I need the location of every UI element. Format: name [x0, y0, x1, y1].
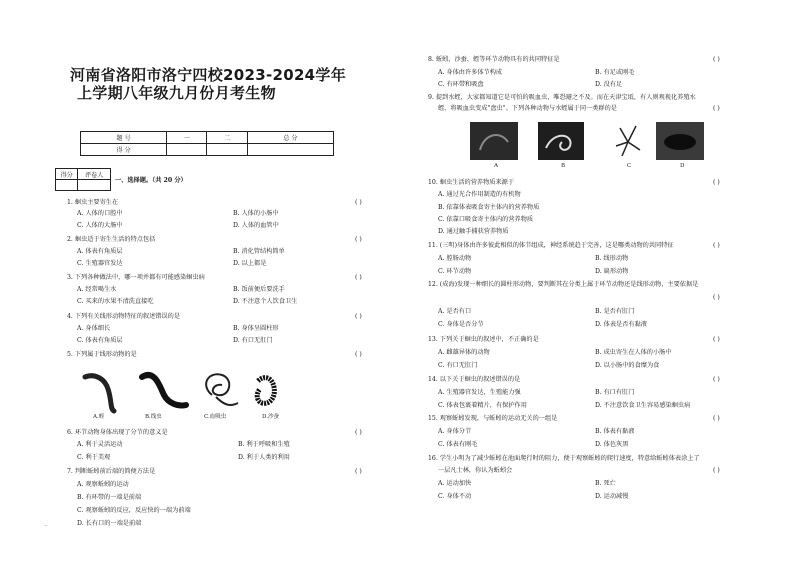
q13-option-a: A. 雌雄异体的动物 [438, 349, 490, 356]
q9-caption-c: C [627, 163, 632, 169]
q10-option-a: A. 通过光合作用制造的有机物 [438, 191, 521, 198]
score-header-label: 题 号 [81, 132, 167, 144]
grader-score-cell [56, 180, 78, 191]
question-7: 7. 判断蚯蚓前后端的简便方法是 [67, 468, 156, 475]
q12-option-c: C. 身体是否分节 [438, 321, 484, 328]
q7-option-d: D. 长有口的一端是前端 [77, 520, 142, 527]
q9-animal-images [470, 120, 710, 162]
grader-name-label: 评卷人 [78, 169, 111, 180]
margin-dot: · [45, 523, 47, 530]
question-12: 12. (成海)发现一种细长的圆柱形动物，要判断其在分类上属于环节动物还是线形动物，主要依据是 [428, 281, 699, 288]
score-cell-2 [207, 144, 247, 156]
q14-option-c: C. 体表包裹着精片，有保护作用 [438, 402, 527, 409]
question-10: 10. 蛔虫生活的营养物质来源于 [428, 179, 515, 186]
question-6: 6. 环节动物身体出现了分节的意义是 [67, 429, 168, 436]
q16-option-c: C. 身体不动 [438, 493, 472, 500]
q10-option-b: B. 依靠体表吸食寄主体内的营养物质 [438, 204, 540, 211]
answer-slot-13: ( ) [713, 336, 720, 343]
q15-option-a: A. 身体分节 [438, 428, 472, 435]
q15-option-b: B. 体表有黏液 [595, 428, 635, 435]
q5-caption-a: A.蛭 [93, 414, 105, 420]
q1-option-d: D. 人体的血管中 [233, 222, 279, 229]
q5-caption-c: C.血吸虫 [204, 414, 227, 420]
q15-option-c: C. 体表有刚毛 [438, 441, 478, 448]
score-table [80, 131, 334, 156]
q3-option-d: D. 不注意个人饮食卫生 [233, 298, 298, 305]
question-9-cont: 蛭，将吸血虫变成"盘虫"。下列各种动物与水蛭属于同一类群的是 [438, 105, 617, 112]
score-row-label: 得 分 [81, 144, 167, 156]
answer-slot-16: ( ) [713, 467, 720, 474]
q9-caption-d: D [680, 163, 685, 169]
q6-option-a: A. 利于灵活运动 [77, 441, 123, 448]
answer-slot-15: ( ) [713, 415, 720, 422]
q14-option-d: D. 不注意饮食卫生容易感染蛔虫病 [595, 402, 691, 409]
answer-slot-12: ( ) [713, 294, 720, 301]
score-header-total: 总 分 [247, 132, 333, 144]
answer-slot-1: ( ) [355, 199, 362, 206]
score-header-2: 二 [207, 132, 247, 144]
q6-option-b: B. 利于呼吸和生殖 [238, 441, 290, 448]
q14-option-b: B. 有口有肛门 [595, 389, 635, 396]
q12-option-a: A. 是否有口 [438, 308, 472, 315]
q4-option-c: C. 体表有角质层 [77, 337, 123, 344]
grader-table [55, 168, 111, 191]
q13-option-c: C. 有口无肛门 [438, 362, 478, 369]
q3-option-a: A. 经常喝生水 [77, 286, 117, 293]
q11-option-b: B. 线形动物 [595, 255, 629, 262]
q5-caption-d: D.沙蚕 [262, 414, 279, 420]
answer-slot-10: ( ) [713, 179, 720, 186]
q10-option-d: D. 通过触手捕获营养物质 [438, 228, 509, 235]
answer-slot-9: ( ) [713, 105, 720, 112]
question-8: 8. 蚯蚓、沙蚕、蛭等环节动物具有的共同特征是 [428, 56, 560, 63]
score-cell-total [247, 144, 333, 156]
q10-option-c: C. 依靠口吸食寄主体内的营养物质 [438, 216, 534, 223]
q11-option-c: C. 环节动物 [438, 268, 472, 275]
section-heading: 一、选择题。（共 20 分） [115, 177, 187, 184]
question-1: 1. 蛔虫主要寄生在 [67, 199, 119, 206]
q1-option-b: B. 人体的小肠中 [233, 210, 279, 217]
q13-option-b: B. 成虫寄生在人体的小肠中 [595, 349, 672, 356]
question-14: 14. 以下关于蛔虫的叙述错误的是 [428, 376, 521, 383]
answer-slot-3: ( ) [355, 274, 362, 281]
q5-worm-images [80, 365, 290, 415]
q7-option-a: A. 观察蚯蚓的运动 [77, 481, 129, 488]
q4-option-a: A. 身体细长 [77, 325, 111, 332]
q2-option-c: C. 生殖器官发达 [77, 260, 123, 267]
q16-option-a: A. 运动加快 [438, 480, 472, 487]
grader-name-cell [78, 180, 111, 191]
q3-option-b: B. 饭前便后要洗手 [233, 286, 285, 293]
exam-title-line2: 上学期八年级九月份月考生物 [77, 84, 276, 102]
q1-option-a: A. 人体的口腔中 [77, 210, 123, 217]
answer-slot-14: ( ) [713, 376, 720, 383]
q7-option-c: C. 观察蚯蚓的反应，反应快的一端为前端 [77, 507, 191, 514]
q16-option-d: D. 运动减慢 [595, 493, 629, 500]
q9-caption-a: A [494, 163, 498, 169]
q14-option-a: A. 生殖器官发达，生殖能力强 [438, 389, 521, 396]
question-16: 16. 学生小明为了减少蚯蚓在池面爬行时的阻力，便于观察蚯蚓的爬行速度，特意给蚯蚓体表涂上了 [428, 455, 700, 462]
question-13: 13. 下列关于蛔虫的叙述中，不正确的是 [428, 336, 539, 343]
question-4: 4. 下列有关线形动物特征的叙述错误的是 [67, 313, 181, 320]
answer-slot-2: ( ) [355, 236, 362, 243]
q12-option-d: D. 体表是否有黏液 [595, 321, 647, 328]
question-5: 5. 下列属于线形动物的是 [67, 351, 137, 358]
q6-option-d: D. 利于人类的利用 [238, 454, 290, 461]
q8-option-d: D. 没有足 [595, 81, 623, 88]
q1-option-c: C. 人体的大肠中 [77, 222, 123, 229]
score-header-1: 一 [167, 132, 207, 144]
answer-slot-11: ( ) [713, 242, 720, 249]
q4-option-d: D. 有口无肛门 [233, 337, 273, 344]
score-cell-1 [167, 144, 207, 156]
answer-slot-8: ( ) [713, 56, 720, 63]
q7-option-b: B. 有环带的一端是前端 [77, 494, 142, 501]
q11-option-d: D. 扁形动物 [595, 268, 629, 275]
q8-option-b: B. 有足或刚毛 [595, 69, 635, 76]
q5-caption-b: B.线虫 [145, 414, 162, 420]
exam-title-line1: 河南省洛阳市洛宁四校2023-2024学年 [70, 66, 347, 84]
q16-option-b: B. 死亡 [595, 480, 616, 487]
question-16-cont: 一层凡士林，你认为蚯蚓会 [438, 467, 513, 474]
answer-slot-6: ( ) [355, 429, 362, 436]
q8-option-c: C. 有环带和吸盘 [438, 81, 484, 88]
question-2: 2. 蛔虫适于寄生生活的特点包括 [67, 236, 156, 243]
q6-option-c: C. 利于美观 [77, 454, 111, 461]
q2-option-b: B. 消化管结构简单 [233, 248, 285, 255]
grader-score-label: 得分 [56, 169, 78, 180]
q11-option-a: A. 腔肠动物 [438, 255, 472, 262]
q15-option-d: D. 体色灰黑 [595, 441, 629, 448]
question-3: 3. 下列各种做法中，哪一项并都有可能感染蛔虫病 [67, 274, 205, 281]
answer-slot-7: ( ) [355, 468, 362, 475]
q12-option-b: B. 是否有肛门 [595, 308, 635, 315]
q8-option-a: A. 身体由许多体节构成 [438, 69, 503, 76]
q2-option-d: D. 以上都是 [233, 260, 267, 267]
question-15: 15. 观察蚯蚓发现，与蚯蚓的运动无关的一组是 [428, 415, 558, 422]
answer-slot-4: ( ) [355, 313, 362, 320]
question-11: 11. (三明)身体由许多彼此相似的体节组成，神经系统趋于完善，这是哪类动物的共同特征 [428, 242, 674, 249]
q3-option-c: C. 买来的水果不清洗直接吃 [77, 298, 154, 305]
q9-caption-b: B [561, 163, 566, 169]
answer-slot-5: ( ) [355, 351, 362, 358]
q13-option-d: D. 以小肠中的食糜为食 [595, 362, 660, 369]
q2-option-a: A. 体表有角质层 [77, 248, 123, 255]
q4-option-b: B. 身体呈圆柱形 [233, 325, 279, 332]
question-9: 9. 提到水蛭，大家都知道它是可怕的吸血虫，唯恐避之不及。而在天津宝坻，有人则观视化养殖水 [428, 94, 696, 101]
